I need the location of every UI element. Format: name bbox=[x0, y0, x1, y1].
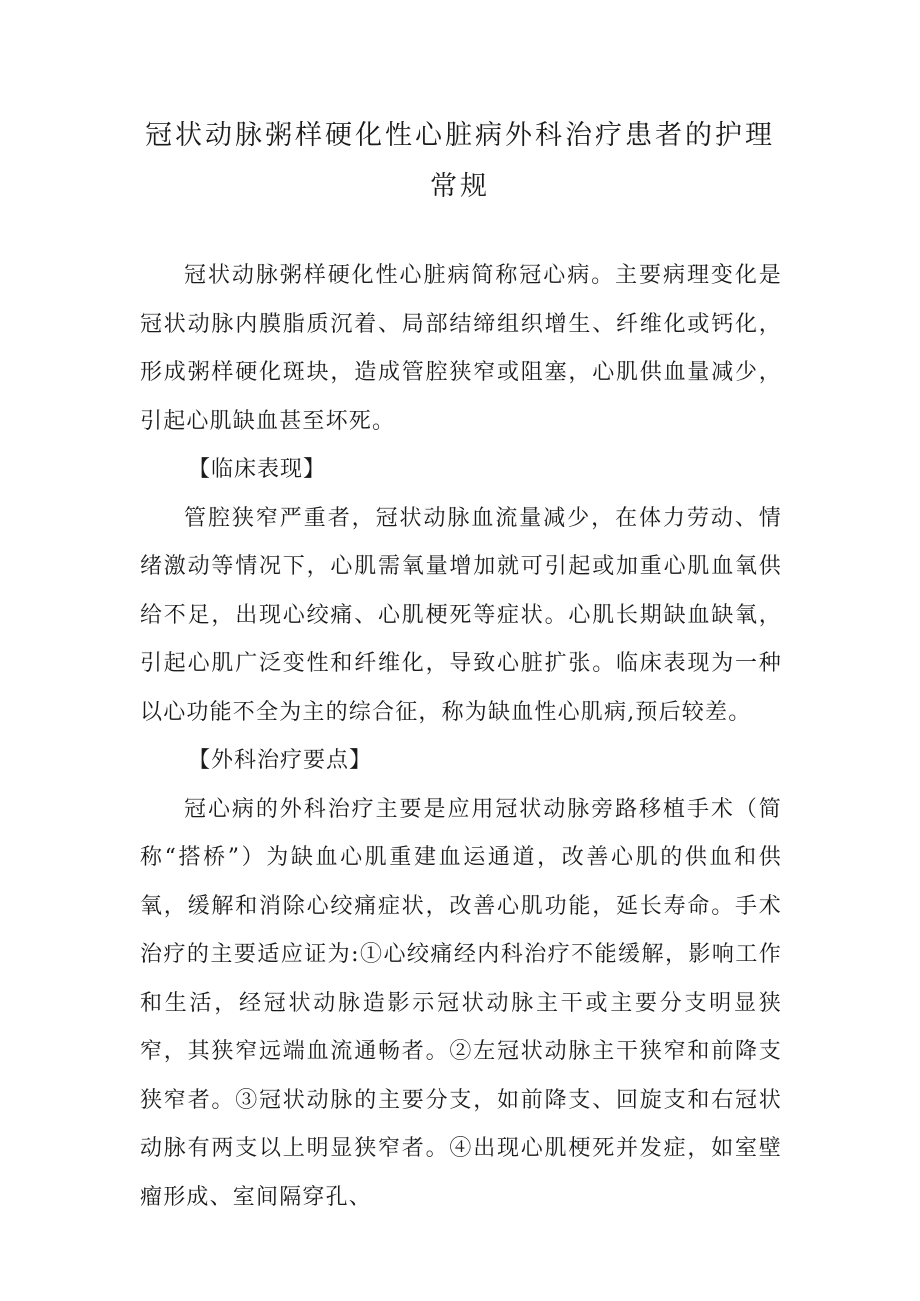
section-heading-clinical: 【临床表现】 bbox=[188, 457, 327, 482]
document-body bbox=[140, 252, 782, 1222]
intro-paragraph: 冠状动脉粥样硬化性心脏病简称冠心病。主要病理变化是冠状动脉内膜脂质沉着、局部结缔组织增生、纤维化或钙化，形成粥样硬化斑块，造成管腔狭窄或阻塞，心肌供血量减少，引起心肌缺血甚至坏死。 bbox=[140, 263, 782, 434]
section-paragraph-surgery: 冠心病的外科治疗主要是应用冠状动脉旁路移植手术（简称“搭桥”）为缺血心肌重建血运通道，改善心肌的供血和供氧，缓解和消除心绞痛症状，改善心肌功能，延长寿命。手术治疗的主要适应证为:①心绞痛经内科治疗不能缓解，影响工作和生活，经冠状动脉造影示冠状动脉主干或主要分支明显狭窄，其狭窄远端血流通畅者。②左冠状动脉主干狭窄和前降支狭窄者。③冠状动脉的主要分支，如前降支、回旋支和右冠状动脉有两支以上明显狭窄者。④出现心肌梗死并发症，如室壁瘤形成、室间隔穿孔、 bbox=[140, 796, 782, 1210]
section-paragraph-clinical: 管腔狭窄严重者，冠状动脉血流量减少，在体力劳动、情绪激动等情况下，心肌需氧量增加就可引起或加重心肌血氧供给不足，出现心绞痛、心肌梗死等症状。心肌长期缺血缺氧，引起心肌广泛变性和纤维化，导致心脏扩张。临床表现为一种以心功能不全为主的综合征，称为缺血性心肌病,预后较差。 bbox=[140, 505, 782, 725]
section-heading-surgery: 【外科治疗要点】 bbox=[188, 748, 373, 773]
document-title: 冠状动脉粥样硬化性心脏病外科治疗患者的护理常规 bbox=[145, 120, 775, 202]
